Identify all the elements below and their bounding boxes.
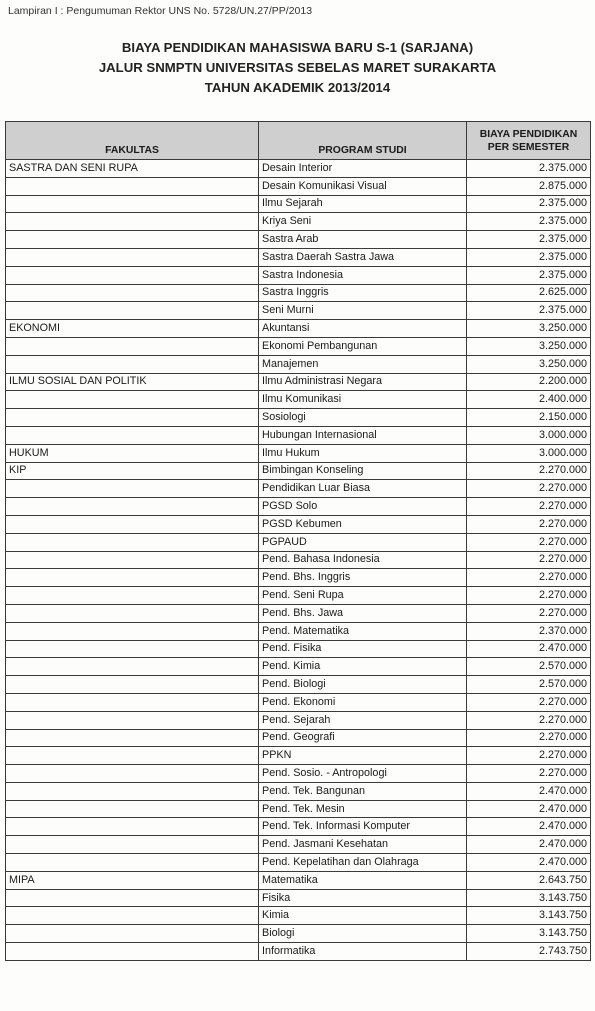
cell-biaya: 3.250.000 (467, 355, 591, 373)
cell-program-studi: Desain Komunikasi Visual (259, 177, 467, 195)
cell-biaya: 3.143.750 (467, 925, 591, 943)
cell-biaya: 3.143.750 (467, 889, 591, 907)
cell-fakultas (6, 604, 259, 622)
cell-program-studi: Pend. Fisika (259, 640, 467, 658)
cell-program-studi: Pend. Bhs. Jawa (259, 604, 467, 622)
table-row (6, 925, 591, 943)
cell-program-studi: Sastra Inggris (259, 284, 467, 302)
cell-biaya: 2.625.000 (467, 284, 591, 302)
cell-program-studi: Ekonomi Pembangunan (259, 337, 467, 355)
cell-fakultas (6, 943, 259, 961)
table-row (6, 587, 591, 605)
cell-fakultas (6, 551, 259, 569)
table-row (6, 676, 591, 694)
cell-biaya: 2.570.000 (467, 658, 591, 676)
table-row (6, 177, 591, 195)
cell-program-studi: Pend. Kimia (259, 658, 467, 676)
cell-biaya: 3.143.750 (467, 907, 591, 925)
document-title (0, 38, 595, 98)
cell-fakultas (6, 177, 259, 195)
cell-fakultas (6, 587, 259, 605)
table-row (6, 248, 591, 266)
table-row (6, 800, 591, 818)
cell-biaya: 2.270.000 (467, 729, 591, 747)
cell-biaya: 2.375.000 (467, 213, 591, 231)
cell-program-studi: Pend. Matematika (259, 622, 467, 640)
cell-fakultas (6, 800, 259, 818)
cell-fakultas (6, 889, 259, 907)
cell-biaya: 2.875.000 (467, 177, 591, 195)
cell-biaya: 2.270.000 (467, 498, 591, 516)
table-row (6, 409, 591, 427)
table-row (6, 284, 591, 302)
cell-fakultas (6, 925, 259, 943)
table-row (6, 213, 591, 231)
cell-program-studi: Biologi (259, 925, 467, 943)
cell-fakultas (6, 711, 259, 729)
cell-biaya: 3.250.000 (467, 337, 591, 355)
cell-program-studi: PGSD Kebumen (259, 515, 467, 533)
cell-program-studi: Pend. Geografi (259, 729, 467, 747)
table-row (6, 782, 591, 800)
cell-program-studi: Pend. Biologi (259, 676, 467, 694)
table-row (6, 231, 591, 249)
cell-program-studi: Desain Interior (259, 160, 467, 178)
table-row (6, 391, 591, 409)
title-line-1: BIAYA PENDIDIKAN MAHASISWA BARU S-1 (SARJANA) (121, 40, 474, 55)
cell-fakultas (6, 622, 259, 640)
cell-program-studi: Pend. Sejarah (259, 711, 467, 729)
cell-fakultas (6, 907, 259, 925)
cell-program-studi: Ilmu Hukum (259, 444, 467, 462)
cell-program-studi: Hubungan Internasional (259, 426, 467, 444)
header-program-studi: PROGRAM STUDI (259, 122, 467, 160)
table-row (6, 533, 591, 551)
cell-program-studi: Pend. Ekonomi (259, 693, 467, 711)
cell-program-studi: Ilmu Administrasi Negara (259, 373, 467, 391)
cell-biaya: 2.200.000 (467, 373, 591, 391)
table-row (6, 747, 591, 765)
cell-fakultas (6, 782, 259, 800)
header-fakultas: FAKULTAS (6, 122, 259, 160)
table-row (6, 426, 591, 444)
table-row (6, 693, 591, 711)
cell-biaya: 2.270.000 (467, 587, 591, 605)
attachment-reference: Lampiran I : Pengumuman Rektor UNS No. 5728/UN.27/PP/2013 (8, 5, 313, 17)
cell-biaya: 3.000.000 (467, 444, 591, 462)
cell-program-studi: Sastra Arab (259, 231, 467, 249)
table-row (6, 444, 591, 462)
cell-fakultas (6, 693, 259, 711)
header-biaya: BIAYA PENDIDIKAN PER SEMESTER (467, 122, 591, 160)
cell-biaya: 2.270.000 (467, 569, 591, 587)
cell-biaya: 2.375.000 (467, 248, 591, 266)
table-row (6, 355, 591, 373)
table-row (6, 818, 591, 836)
cell-biaya: 2.743.750 (467, 943, 591, 961)
cell-program-studi: Pend. Kepelatihan dan Olahraga (259, 854, 467, 872)
cell-fakultas (6, 836, 259, 854)
cell-biaya: 2.370.000 (467, 622, 591, 640)
cell-program-studi: Sastra Daerah Sastra Jawa (259, 248, 467, 266)
title-line-2: JALUR SNMPTN UNIVERSITAS SEBELAS MARET SURAKARTA (98, 60, 497, 75)
cell-biaya: 2.270.000 (467, 747, 591, 765)
cell-biaya: 3.250.000 (467, 320, 591, 338)
cell-program-studi: Pend. Jasmani Kesehatan (259, 836, 467, 854)
cell-biaya: 2.270.000 (467, 604, 591, 622)
cell-program-studi: Pend. Seni Rupa (259, 587, 467, 605)
cell-fakultas: EKONOMI (6, 320, 259, 338)
cell-program-studi: Ilmu Sejarah (259, 195, 467, 213)
cell-program-studi: Pendidikan Luar Biasa (259, 480, 467, 498)
table-row (6, 765, 591, 783)
cell-fakultas (6, 498, 259, 516)
cell-fakultas (6, 747, 259, 765)
cell-program-studi: PPKN (259, 747, 467, 765)
cell-fakultas: ILMU SOSIAL DAN POLITIK (6, 373, 259, 391)
cell-fakultas (6, 213, 259, 231)
cell-biaya: 2.643.750 (467, 871, 591, 889)
table-row (6, 907, 591, 925)
cell-fakultas (6, 658, 259, 676)
cell-fakultas (6, 284, 259, 302)
cell-biaya: 2.375.000 (467, 302, 591, 320)
cell-program-studi: Kriya Seni (259, 213, 467, 231)
table-row (6, 640, 591, 658)
table-body (6, 160, 591, 961)
cell-biaya: 2.470.000 (467, 800, 591, 818)
cell-fakultas (6, 676, 259, 694)
cell-biaya: 2.375.000 (467, 231, 591, 249)
cell-fakultas (6, 337, 259, 355)
cell-program-studi: Kimia (259, 907, 467, 925)
table-row (6, 320, 591, 338)
cell-biaya: 2.270.000 (467, 711, 591, 729)
cell-program-studi: Akuntansi (259, 320, 467, 338)
table-row (6, 569, 591, 587)
cell-biaya: 2.270.000 (467, 515, 591, 533)
table-row (6, 604, 591, 622)
table-row (6, 480, 591, 498)
table-row (6, 658, 591, 676)
table-row (6, 889, 591, 907)
table-row (6, 498, 591, 516)
table-row (6, 836, 591, 854)
table-row (6, 462, 591, 480)
cell-fakultas: KIP (6, 462, 259, 480)
table-row (6, 515, 591, 533)
cell-biaya: 2.270.000 (467, 551, 591, 569)
cell-fakultas (6, 409, 259, 427)
cell-fakultas (6, 231, 259, 249)
table-row (6, 943, 591, 961)
cell-fakultas (6, 248, 259, 266)
cell-fakultas (6, 533, 259, 551)
cell-program-studi: Informatika (259, 943, 467, 961)
table-row (6, 854, 591, 872)
cell-program-studi: Bimbingan Konseling (259, 462, 467, 480)
table-row (6, 160, 591, 178)
cell-biaya: 2.470.000 (467, 836, 591, 854)
cell-biaya: 2.270.000 (467, 480, 591, 498)
cell-biaya: 2.570.000 (467, 676, 591, 694)
cell-program-studi: PGPAUD (259, 533, 467, 551)
cell-biaya: 2.470.000 (467, 640, 591, 658)
table-row (6, 729, 591, 747)
cell-program-studi: PGSD Solo (259, 498, 467, 516)
table-row (6, 551, 591, 569)
cell-program-studi: Pend. Bhs. Inggris (259, 569, 467, 587)
cell-biaya: 3.000.000 (467, 426, 591, 444)
cell-program-studi: Seni Murni (259, 302, 467, 320)
table-row (6, 195, 591, 213)
cell-biaya: 2.470.000 (467, 818, 591, 836)
cell-biaya: 2.375.000 (467, 195, 591, 213)
table-row (6, 302, 591, 320)
table-row (6, 622, 591, 640)
cell-fakultas (6, 729, 259, 747)
cell-biaya: 2.375.000 (467, 266, 591, 284)
cell-fakultas: SASTRA DAN SENI RUPA (6, 160, 259, 178)
cell-fakultas (6, 765, 259, 783)
table-row (6, 871, 591, 889)
cell-fakultas (6, 302, 259, 320)
cell-biaya: 2.150.000 (467, 409, 591, 427)
title-line-3: TAHUN AKADEMIK 2013/2014 (204, 80, 391, 95)
cell-program-studi: Pend. Tek. Mesin (259, 800, 467, 818)
cell-program-studi: Ilmu Komunikasi (259, 391, 467, 409)
cell-fakultas: MIPA (6, 871, 259, 889)
cell-fakultas (6, 640, 259, 658)
cell-fakultas (6, 266, 259, 284)
cell-biaya: 2.400.000 (467, 391, 591, 409)
table-row (6, 373, 591, 391)
cell-fakultas (6, 480, 259, 498)
table-row (6, 711, 591, 729)
cell-program-studi: Sosiologi (259, 409, 467, 427)
cell-biaya: 2.270.000 (467, 533, 591, 551)
cell-biaya: 2.270.000 (467, 462, 591, 480)
cell-biaya: 2.270.000 (467, 693, 591, 711)
cell-biaya: 2.470.000 (467, 782, 591, 800)
cell-fakultas (6, 569, 259, 587)
cell-program-studi: Pend. Bahasa Indonesia (259, 551, 467, 569)
cell-program-studi: Pend. Tek. Informasi Komputer (259, 818, 467, 836)
cell-program-studi: Pend. Sosio. - Antropologi (259, 765, 467, 783)
cell-fakultas (6, 195, 259, 213)
cell-fakultas (6, 515, 259, 533)
cell-program-studi: Manajemen (259, 355, 467, 373)
cell-program-studi: Pend. Tek. Bangunan (259, 782, 467, 800)
fee-table (5, 121, 591, 961)
cell-fakultas (6, 818, 259, 836)
cell-program-studi: Fisika (259, 889, 467, 907)
table-row (6, 266, 591, 284)
cell-fakultas (6, 391, 259, 409)
cell-program-studi: Sastra Indonesia (259, 266, 467, 284)
cell-biaya: 2.270.000 (467, 765, 591, 783)
table-row (6, 337, 591, 355)
cell-biaya: 2.470.000 (467, 854, 591, 872)
cell-program-studi: Matematika (259, 871, 467, 889)
cell-fakultas: HUKUM (6, 444, 259, 462)
cell-fakultas (6, 854, 259, 872)
table-header-row (6, 122, 591, 160)
cell-fakultas (6, 355, 259, 373)
cell-biaya: 2.375.000 (467, 160, 591, 178)
cell-fakultas (6, 426, 259, 444)
